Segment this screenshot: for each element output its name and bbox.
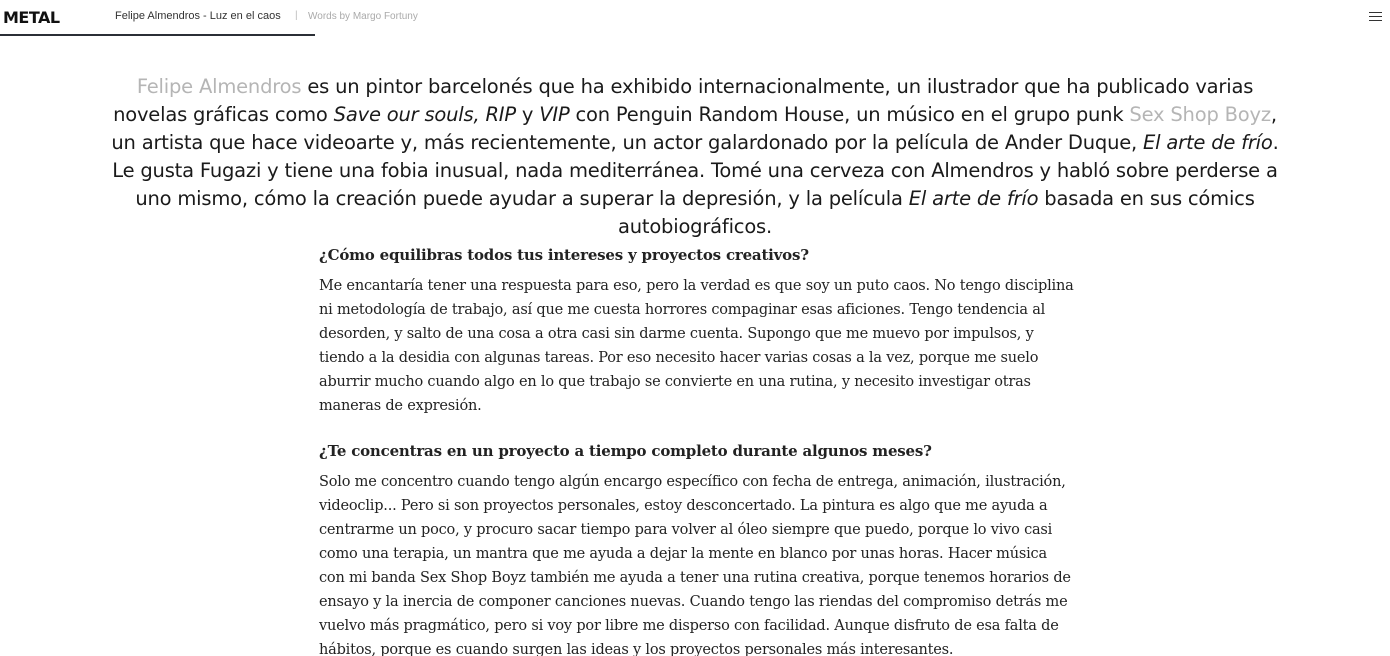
article-title: Felipe Almendros - Luz en el caos	[115, 10, 281, 22]
interview-answer: Me encantaría tener una respuesta para eso, pero la verdad es que soy un puto caos. No tengo disciplina ni metodología de trabajo, así que me cuesta horrores compaginar esas aficiones. Tengo tendencia al desorden, y salto de una cosa a otra casi sin darme cuenta. Supongo que me muevo por impulsos, y tiendo a la desidia con algunas tareas. Por eso necesito hacer varias cosas a la vez, porque me suelo aburrir mucho cuando algo en lo que trabajo se convierte en una rutina, y necesito investigar otras maneras de expresión.	[319, 278, 1074, 414]
link-felipe-almendros[interactable]: Felipe Almendros	[136, 75, 302, 98]
link-sex-shop-boyz[interactable]: Sex Shop Boyz	[1129, 103, 1271, 126]
interview-body	[319, 243, 1074, 656]
hamburger-menu-icon[interactable]	[1369, 11, 1382, 22]
reading-progress-bar	[0, 34, 315, 36]
title-separator: |	[295, 10, 298, 21]
interview-question: ¿Cómo equilibras todos tus intereses y proyectos creativos?	[319, 246, 809, 264]
interview-question: ¿Te concentras en un proyecto a tiempo completo durante algunos meses?	[319, 442, 932, 460]
top-bar	[0, 0, 1390, 36]
interview-answer: Solo me concentro cuando tengo algún encargo específico con fecha de entrega, animación, ilustración, videoclip... Pero si son proyectos personales, estoy desconcertado. La pintura es algo que me ayuda a centrarme un poco, y procuro sacar tiempo para volver al óleo siempre que puedo, porque lo vivo casi como una terapia, un mantra que me ayuda a dejar la mente en blanco por unas horas. Hacer música con mi banda Sex Shop Boyz también me ayuda a tener una rutina creativa, porque tenemos horarios de ensayo y la inercia de componer canciones nuevas. Cuando tengo las riendas del compromiso detrás me vuelvo más pragmático, pero si voy por libre me disperso con facilidad. Aunque disfruto de esa falta de hábitos, porque es cuando surgen las ideas y los proyectos personales más interesantes.	[319, 474, 1071, 656]
intro-paragraph: Felipe Almendros es un pintor barcelonés que ha exhibido internacionalmente, un ilustrador que ha publicado varias novelas gráficas como Save our souls, RIP y VIP con Penguin Random House, un músico en el grupo punk Sex Shop Boyz, un artista que hace videoarte y, más recientemente, un actor galardonado por la película de Ander Duque, El arte de frío. Le gusta Fugazi y tiene una fobia inusual, nada mediterránea. Tomé una cerveza con Almendros y habló sobre perderse a uno mismo, cómo la creación puede ayudar a superar la depresión, y la película El arte de frío basada en sus cómics autobiográficos.	[111, 75, 1279, 238]
author-byline: Words by Margo Fortuny	[308, 11, 418, 22]
site-logo[interactable]: METAL	[3, 8, 60, 27]
